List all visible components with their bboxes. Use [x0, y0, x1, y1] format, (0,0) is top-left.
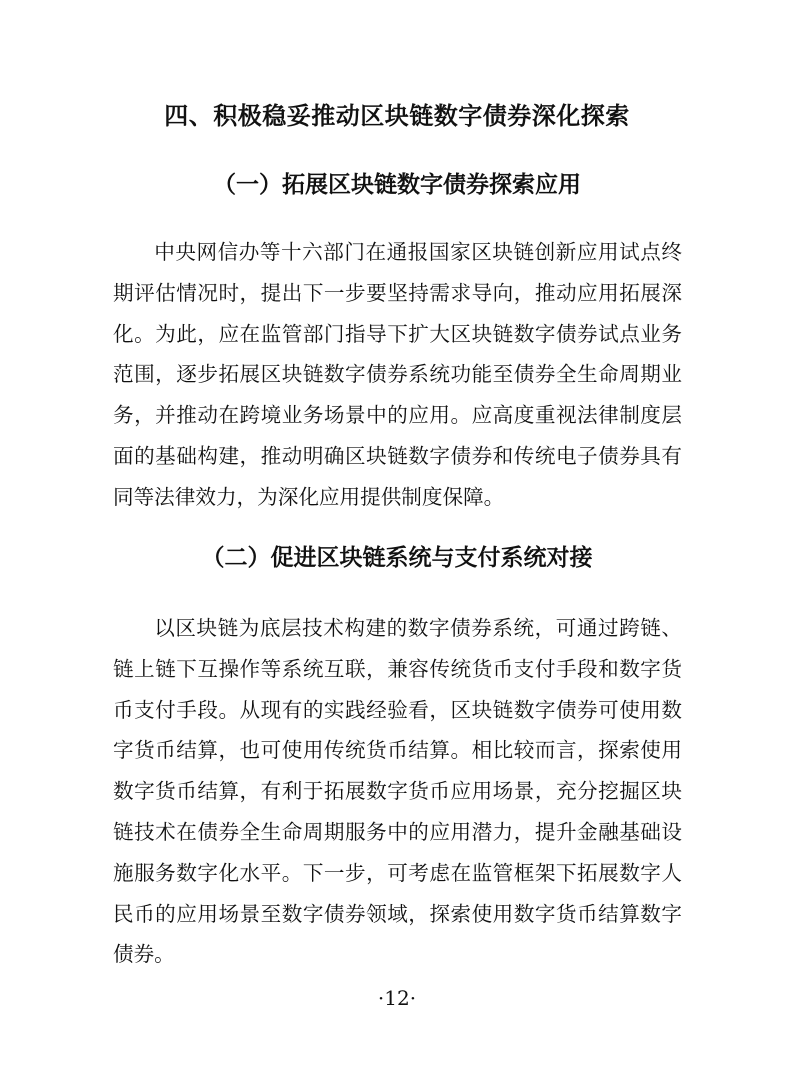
page-number: ·12· — [377, 986, 417, 1010]
subsection-paragraph-2: 以区块链为底层技术构建的数字债券系统，可通过跨链、链上链下互操作等系统互联，兼容传统货币支付手段和数字货币支付手段。从现有的实践经验看，区块链数字债券可使用数字货币结算，也可使用传统货币结算。相比较而言，探索使用数字货币结算，有利于拓展数字货币应用场景，充分挖掘区块链技术在债券全生命周期服务中的应用潜力，提升金融基础设施服务数字化水平。下一步，可考虑在监管框架下拓展数字人民币的应用场景至数字债券领域，探索使用数字货币结算数字债券。 — [113, 616, 682, 967]
subsection-paragraph-1: 中央网信办等十六部门在通报国家区块链创新应用试点终期评估情况时，提出下一步要坚持需求导向，推动应用拓展深化。为此，应在监管部门指导下扩大区块链数字债券试点业务范围，逐步拓展区块链数字债券系统功能至债券全生命周期业务，并推动在跨境业务场景中的应用。应高度重视法律制度层面的基础构建，推动明确区块链数字债券和传统电子债券具有同等法律效力，为深化应用提供制度保障。 — [113, 240, 682, 509]
subsection-heading-1: （一）拓展区块链数字债券探索应用 — [213, 172, 581, 198]
section-title: 四、积极稳妥推动区块链数字债券深化探索 — [164, 102, 630, 130]
subsection-heading-2: （二）促进区块链系统与支付系统对接 — [201, 545, 593, 571]
